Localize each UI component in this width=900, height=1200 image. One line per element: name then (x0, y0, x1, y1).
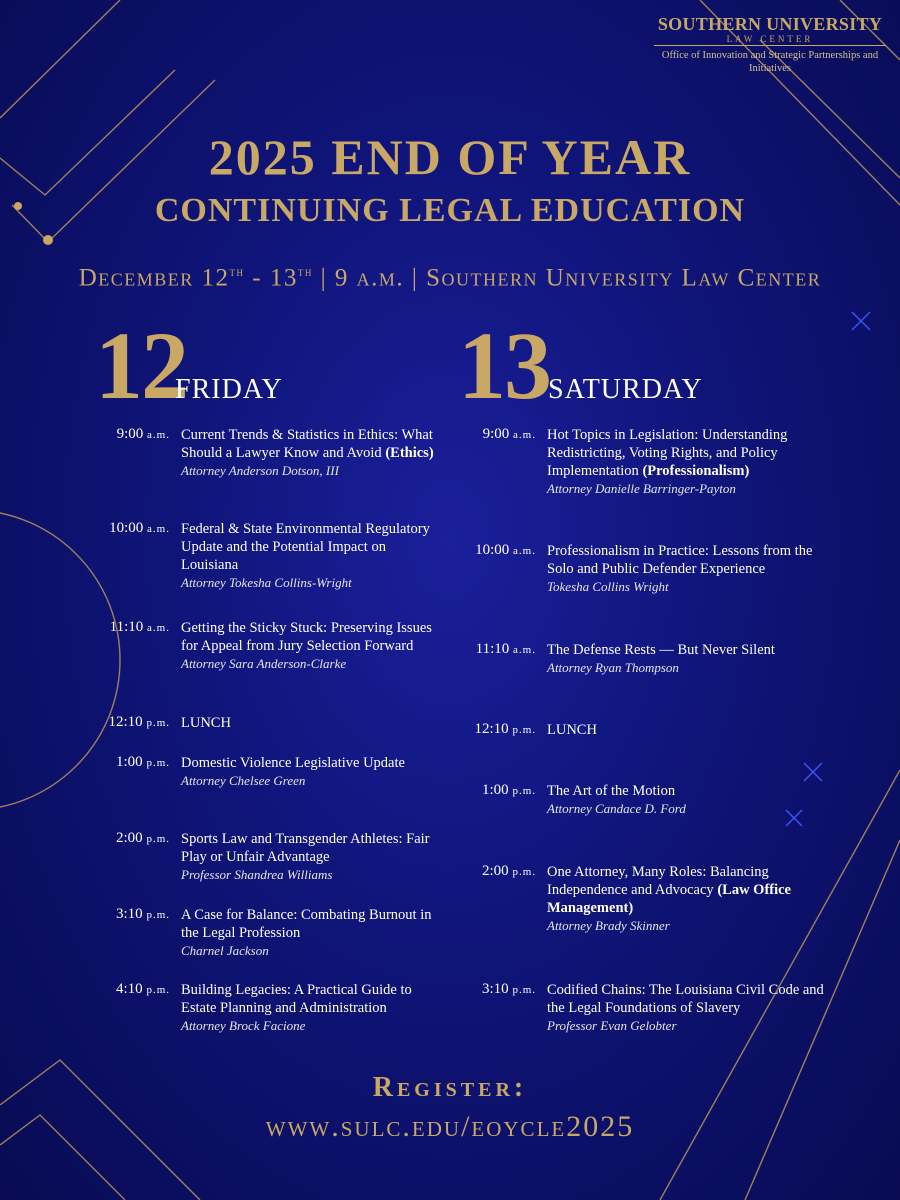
session-speaker: Professor Evan Gelobter (547, 1018, 677, 1033)
session-time-value: 1:00 (116, 754, 143, 770)
session-title-text: LUNCH (547, 722, 597, 738)
session-time (475, 542, 536, 559)
saturday-schedule (450, 0, 830, 1200)
session-speaker: Attorney Brock Facione (181, 1018, 306, 1033)
session-title (181, 906, 444, 942)
session-title-text: One Attorney, Many Roles: Balancing Independence and Advocacy (547, 864, 769, 898)
session-ampm: a.m. (147, 622, 170, 634)
start-time: | 9 a.m. | (312, 264, 427, 292)
session-speaker: Professor Shandrea Williams (181, 867, 333, 882)
session-time-value: 9:00 (482, 426, 510, 442)
session-title (181, 714, 444, 732)
session-title (547, 426, 830, 480)
session-time (116, 906, 170, 923)
session-title-text: Professionalism in Practice: Lessons from the Solo and Public Defender Experience (547, 543, 813, 577)
session-title-text: LUNCH (181, 715, 231, 731)
session-time-value: 3:10 (482, 981, 509, 997)
session-time (116, 754, 170, 771)
saturday-day-number: 13 (458, 312, 550, 419)
law-center-label: LAW CENTER (654, 34, 886, 46)
session-time (110, 619, 170, 636)
session-ampm: a.m. (513, 644, 536, 656)
session-speaker: Attorney Tokesha Collins-Wright (181, 575, 352, 590)
session-time-value: 9:00 (116, 426, 144, 442)
session-time-value: 11:10 (109, 619, 144, 635)
session-time-value: 2:00 (482, 863, 509, 879)
session-title-text: Hot Topics in Legislation: Understanding Redistricting, Voting Rights, and Policy Implementation (547, 427, 788, 479)
session-title-text: Current Trends & Statistics in Ethics: What Should a Lawyer Know and Avoid (181, 427, 433, 461)
session-title-text: The Art of the Motion (547, 783, 676, 799)
session-ampm: p.m. (146, 757, 170, 769)
session-time (116, 981, 170, 998)
session-title (181, 830, 444, 866)
session-title-text: A Case for Balance: Combating Burnout in the Legal Profession (181, 907, 432, 941)
session-time (109, 714, 170, 731)
register-label: Register: (372, 1072, 528, 1103)
session-title (547, 981, 830, 1017)
session-time-value: 10:00 (109, 520, 144, 536)
session-title-text: Codified Chains: The Louisiana Civil Code and the Legal Foundations of Slavery (547, 982, 824, 1016)
office-name: Office of Innovation and Strategic Partnerships and Initiatives (661, 50, 879, 74)
session-title (547, 863, 830, 917)
session-ampm: p.m. (146, 833, 170, 845)
session-time-value: 12:10 (108, 714, 143, 730)
session-time (482, 981, 536, 998)
session-title-text: Building Legacies: A Practical Guide to Estate Planning and Administration (181, 982, 412, 1016)
date-start-suffix: th (229, 264, 245, 279)
saturday-day-name: SATURDAY (548, 374, 703, 405)
session-speaker: Attorney Chelsee Green (181, 773, 306, 788)
session-title (547, 641, 830, 659)
session-time-value: 2:00 (116, 830, 143, 846)
session-speaker: Charnel Jackson (181, 943, 269, 958)
title-line-1: 2025 END OF YEAR (208, 129, 692, 185)
session-ampm: p.m. (512, 866, 536, 878)
session-speaker: Attorney Brady Skinner (547, 918, 670, 933)
session-ampm: p.m. (512, 785, 536, 797)
session-credit-tag: (Law Office Management) (547, 882, 791, 916)
session-ampm: p.m. (146, 984, 170, 996)
session-title-text: Getting the Sticky Stuck: Preserving Issues for Appeal from Jury Selection Forward (181, 620, 432, 654)
session-title (181, 426, 444, 462)
session-title-text: The Defense Rests — But Never Silent (547, 642, 775, 658)
session-ampm: p.m. (146, 717, 170, 729)
session-speaker: Attorney Candace D. Ford (547, 801, 686, 816)
session-speaker: Attorney Anderson Dotson, III (181, 463, 339, 478)
session-title (181, 981, 444, 1017)
session-title (547, 782, 830, 800)
session-title (181, 619, 444, 655)
register-url-link[interactable]: www.sulc.edu/eoycle2025 (265, 1110, 635, 1143)
friday-day-name: FRIDAY (175, 374, 283, 405)
session-speaker: Attorney Sara Anderson-Clarke (181, 656, 347, 671)
date-start: December 12 (78, 264, 230, 292)
session-time (476, 641, 536, 658)
session-title (547, 542, 830, 578)
date-end: - 13 (244, 264, 298, 292)
session-time (109, 520, 170, 537)
university-name: SOUTHERN UNIVERSITY (657, 14, 883, 34)
session-time-value: 11:10 (475, 641, 510, 657)
session-credit-tag: (Professionalism) (642, 463, 750, 479)
session-title (181, 520, 444, 574)
session-time (475, 721, 536, 738)
session-title-text: Sports Law and Transgender Athletes: Fair Play or Unfair Advantage (181, 831, 430, 865)
session-speaker: Tokesha Collins Wright (547, 579, 669, 594)
session-time (483, 426, 536, 443)
title-line-2: CONTINUING LEGAL EDUCATION (154, 192, 746, 229)
session-time-value: 4:10 (116, 981, 143, 997)
friday-day-number: 12 (95, 312, 187, 419)
session-credit-tag: (Ethics) (385, 445, 434, 461)
session-time-value: 12:10 (474, 721, 509, 737)
session-ampm: p.m. (146, 909, 170, 921)
session-speaker: Attorney Ryan Thompson (547, 660, 679, 675)
session-ampm: a.m. (513, 429, 536, 441)
venue: Southern University Law Center (426, 264, 822, 292)
friday-schedule (84, 0, 444, 1200)
session-time (116, 830, 170, 847)
session-time-value: 3:10 (116, 906, 143, 922)
session-ampm: a.m. (513, 545, 536, 557)
session-time (482, 863, 536, 880)
session-ampm: a.m. (147, 429, 170, 441)
session-ampm: a.m. (147, 523, 170, 535)
session-ampm: p.m. (512, 724, 536, 736)
session-title (547, 721, 830, 739)
session-title-text: Domestic Violence Legislative Update (181, 755, 405, 771)
session-speaker: Attorney Danielle Barringer-Payton (547, 481, 736, 496)
session-time (117, 426, 170, 443)
date-end-suffix: th (297, 264, 313, 279)
session-time (482, 782, 536, 799)
session-time-value: 10:00 (475, 542, 510, 558)
session-title (181, 754, 444, 772)
session-time-value: 1:00 (482, 782, 509, 798)
session-ampm: p.m. (512, 984, 536, 996)
session-title-text: Federal & State Environmental Regulatory Update and the Potential Impact on Louisiana (181, 521, 430, 573)
